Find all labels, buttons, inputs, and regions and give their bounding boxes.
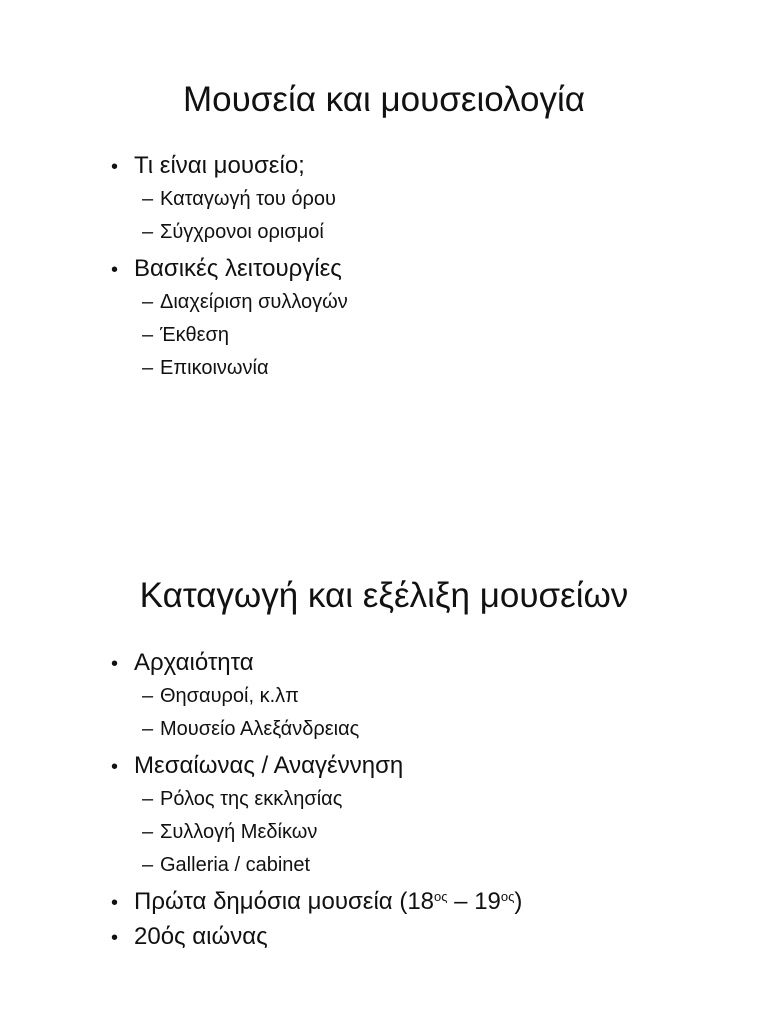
slide-2 [0, 500, 768, 1024]
dash: – [142, 718, 154, 740]
sub-item [142, 352, 348, 385]
sub-item [142, 319, 348, 352]
sub-item [142, 286, 348, 319]
sub-item-text: Καταγωγή του όρου [160, 188, 336, 210]
slide-1 [0, 0, 768, 500]
bullet-dot: • [111, 156, 119, 178]
dash: – [142, 291, 154, 313]
bullet-text: Αρχαιότητα [134, 649, 254, 676]
sub-item-text: Σύγχρονοι ορισμοί [160, 221, 324, 243]
bullet-list [111, 645, 522, 954]
sub-list [111, 183, 348, 249]
dash: – [142, 188, 154, 210]
ordinal-superscript: ος [500, 889, 515, 904]
sub-item-text: Επικοινωνία [160, 357, 269, 379]
sub-item-text: Μουσείο Αλεξάνδρειας [160, 718, 360, 740]
sub-list [111, 783, 522, 882]
sub-item [142, 216, 348, 249]
bullet-item [111, 251, 348, 385]
dash: – [142, 685, 154, 707]
dash: – [142, 854, 154, 876]
bullet-text: Τι είναι μουσείο; [134, 152, 305, 179]
sub-item [142, 713, 522, 746]
sub-item [142, 183, 348, 216]
sub-item-text: Έκθεση [160, 324, 229, 346]
bullet-item [111, 748, 522, 882]
dash: – [142, 357, 154, 379]
bullet-item [111, 148, 348, 249]
slide-title: Καταγωγή και εξέλιξη μουσείων [139, 576, 629, 615]
slide-title: Μουσεία και μουσειολογία [182, 80, 585, 119]
bullet-dot: • [111, 653, 119, 675]
sub-list [111, 286, 348, 385]
dash: – [142, 788, 154, 810]
bullet-text: Βασικές λειτουργίες [134, 255, 342, 282]
bullet-text: ) [514, 888, 523, 915]
bullet-text: 20ός αιώνας [134, 923, 268, 950]
sub-list [111, 680, 522, 746]
bullet-text: – 19 [447, 888, 501, 915]
sub-item-text: Θησαυροί, κ.λπ [160, 685, 299, 707]
bullet-text: Πρώτα δημόσια μουσεία (18 [134, 888, 435, 915]
bullet-dot: • [111, 927, 119, 949]
dash: – [142, 221, 154, 243]
sub-item [142, 849, 522, 882]
sub-item-text: Galleria / cabinet [160, 854, 311, 876]
dash: – [142, 324, 154, 346]
bullet-item [111, 919, 522, 954]
dash: – [142, 821, 154, 843]
bullet-list [111, 148, 348, 387]
sub-item-text: Συλλογή Μεδίκων [160, 821, 318, 843]
bullet-item [111, 884, 522, 919]
ordinal-superscript: ος [434, 889, 448, 904]
bullet-text: Μεσαίωνας / Αναγέννηση [134, 752, 404, 779]
bullet-dot: • [111, 892, 119, 914]
sub-item [142, 783, 522, 816]
bullet-item [111, 645, 522, 746]
bullet-dot: • [111, 259, 119, 281]
sub-item [142, 680, 522, 713]
sub-item-text: Ρόλος της εκκλησίας [160, 788, 343, 810]
bullet-dot: • [111, 756, 119, 778]
sub-item-text: Διαχείριση συλλογών [160, 291, 348, 313]
sub-item [142, 816, 522, 849]
